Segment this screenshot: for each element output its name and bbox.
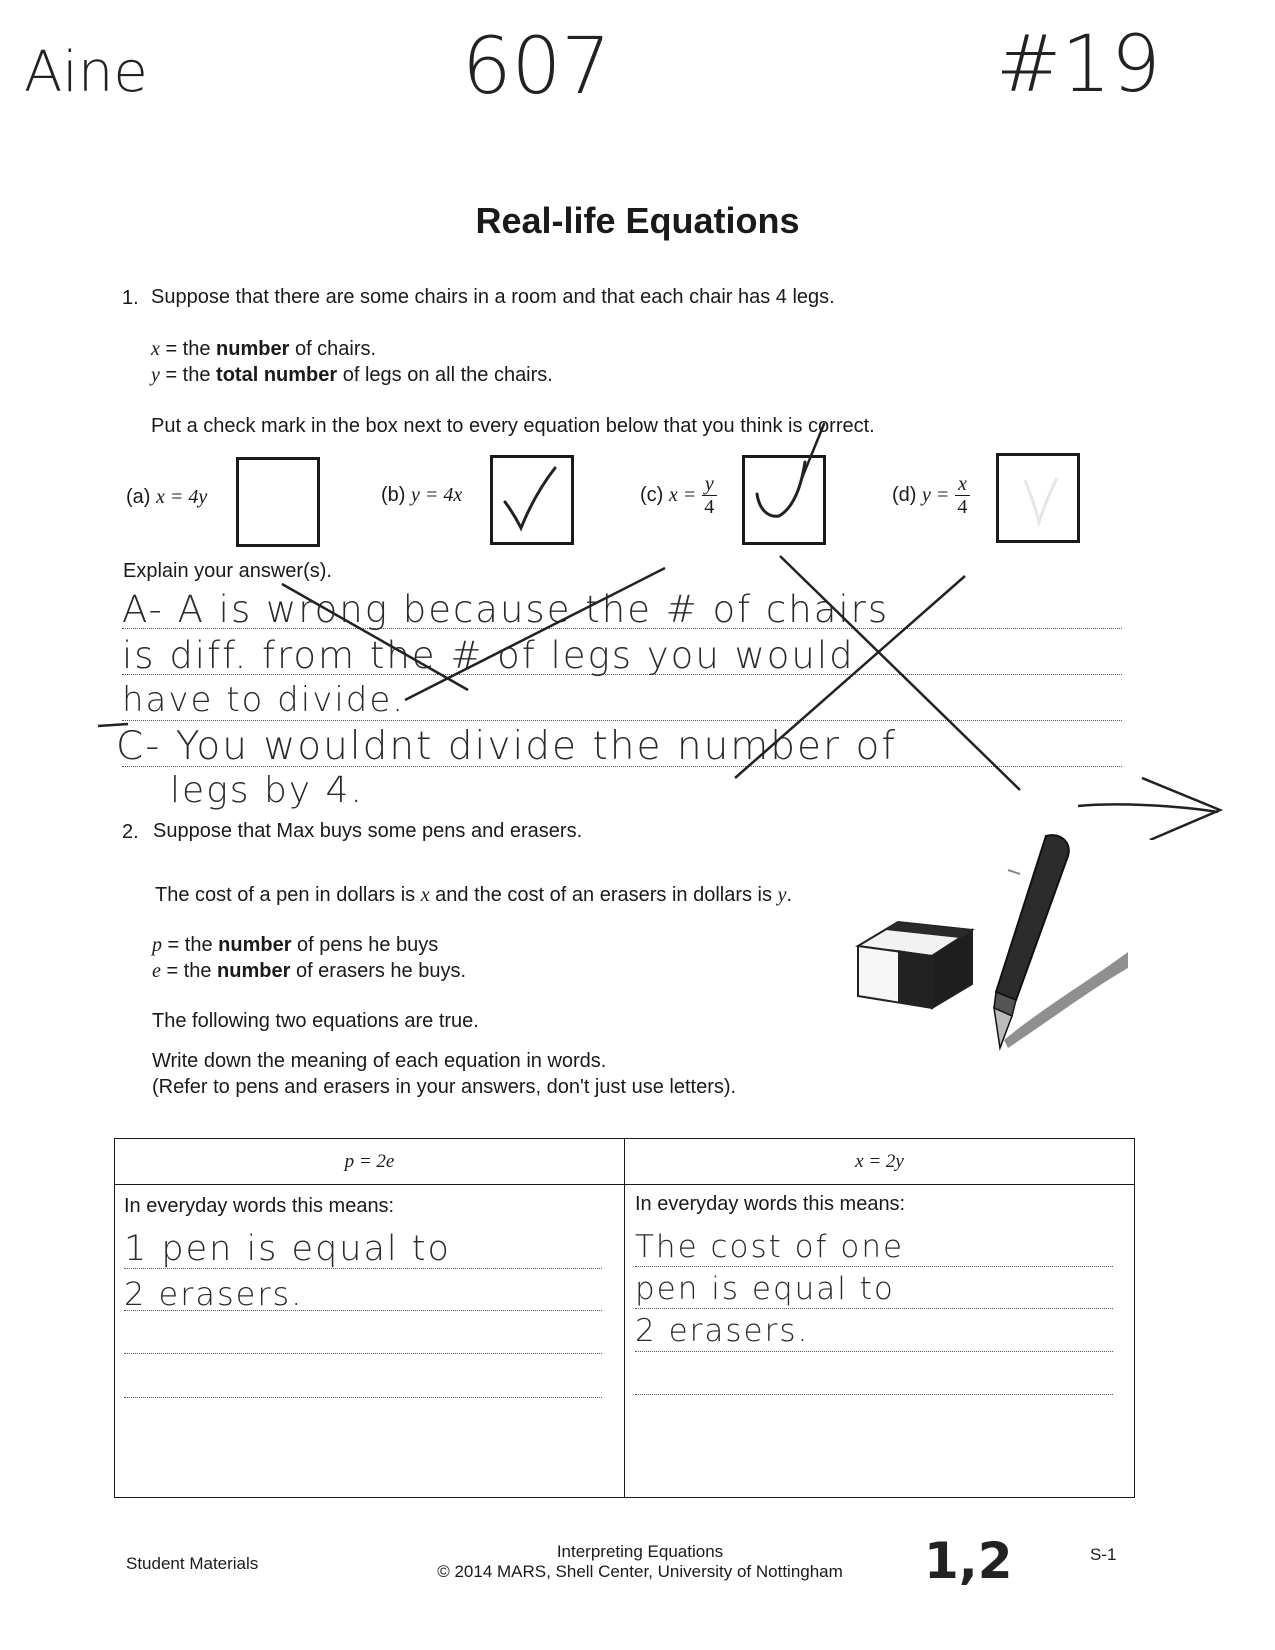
def-e-pre: = the bbox=[160, 960, 218, 982]
cost-y: y bbox=[777, 884, 787, 906]
answer-cell-2[interactable] bbox=[625, 1185, 1135, 1498]
footer-copyright: © 2014 MARS, Shell Center, University of Nottingham bbox=[437, 1562, 843, 1581]
erased-mark-icon bbox=[999, 456, 1077, 540]
q1-instruction: Put a check mark in the box next to every equation below that you think is correct. bbox=[151, 415, 875, 437]
option-a-label: (a) bbox=[126, 486, 151, 508]
answer-cell-1[interactable] bbox=[115, 1185, 625, 1498]
handwritten-answer-line: have to divide. bbox=[122, 680, 406, 720]
option-c bbox=[640, 473, 717, 518]
class-number: 607 bbox=[462, 22, 611, 112]
def-y-bold: total number bbox=[216, 364, 338, 386]
cost-end: . bbox=[786, 884, 793, 906]
answer-line bbox=[635, 1308, 1113, 1309]
q1-def-y bbox=[151, 364, 553, 387]
handwritten-answer-line: pen is equal to bbox=[635, 1271, 895, 1307]
option-b bbox=[381, 484, 462, 507]
answer-line bbox=[124, 1397, 602, 1398]
answer-line bbox=[635, 1351, 1113, 1352]
def-x-pre: = the bbox=[159, 338, 217, 360]
option-c-den: 4 bbox=[704, 496, 715, 518]
answer-line bbox=[124, 1353, 602, 1354]
cost-mid: and the cost of an erasers in dollars is bbox=[429, 884, 778, 906]
handwritten-answer-line: is diff. from the # of legs you would bbox=[122, 634, 855, 677]
checkbox-b[interactable] bbox=[490, 455, 574, 545]
q1-number: 1. bbox=[122, 287, 139, 309]
handwritten-answer-line: A- A is wrong because the # of chairs bbox=[122, 588, 890, 631]
handwritten-answer-line: 1 pen is equal to bbox=[124, 1229, 451, 1269]
handwritten-answer-line: C- You wouldnt divide the number of bbox=[116, 724, 898, 769]
answer-line bbox=[635, 1266, 1113, 1267]
var-y: y bbox=[151, 364, 160, 386]
option-d-den: 4 bbox=[957, 496, 968, 518]
footer-left: Student Materials bbox=[126, 1554, 259, 1573]
option-b-label: (b) bbox=[381, 484, 406, 506]
option-d-fraction bbox=[955, 473, 970, 518]
var-p: p bbox=[152, 934, 162, 956]
explain-label: Explain your answer(s). bbox=[123, 560, 332, 582]
equation-x-2y: x = 2y bbox=[855, 1150, 904, 1172]
def-e-bold: number bbox=[217, 960, 291, 982]
q2-number: 2. bbox=[122, 821, 139, 843]
checkbox-a[interactable] bbox=[236, 457, 320, 547]
checkmark-icon bbox=[493, 458, 571, 542]
cost-x: x bbox=[420, 884, 430, 906]
var-x: x bbox=[151, 338, 160, 360]
cell-label: In everyday words this means: bbox=[124, 1195, 395, 1217]
checkbox-d[interactable] bbox=[996, 453, 1080, 543]
page-title: Real-life Equations bbox=[475, 200, 800, 241]
cross-out-strokes bbox=[0, 540, 1275, 840]
option-d-num: x bbox=[955, 473, 970, 496]
q2-def-e bbox=[152, 960, 466, 983]
var-e: e bbox=[152, 960, 161, 982]
option-b-equation: y = 4x bbox=[411, 484, 463, 506]
option-d-lhs: y = bbox=[922, 484, 950, 506]
q1-def-x bbox=[151, 338, 376, 361]
pen-icon bbox=[960, 830, 1130, 1060]
page-number: S-1 bbox=[1090, 1545, 1117, 1564]
score: 1,2 bbox=[924, 1532, 1013, 1590]
footer-center-title: Interpreting Equations bbox=[556, 1542, 724, 1561]
answer-table bbox=[114, 1138, 1135, 1498]
student-number: #19 bbox=[996, 20, 1161, 110]
cost-pre: The cost of a pen in dollars is bbox=[155, 884, 421, 906]
def-p-post: of pens he buys bbox=[291, 934, 439, 956]
option-c-num: y bbox=[702, 473, 717, 496]
option-d bbox=[892, 473, 970, 518]
equation-p-2e: p = 2e bbox=[344, 1150, 395, 1172]
def-x-post: of chairs. bbox=[289, 338, 377, 360]
q2-def-p bbox=[152, 934, 438, 957]
def-p-pre: = the bbox=[162, 934, 219, 956]
option-c-lhs: x = bbox=[668, 484, 697, 506]
def-p-bold: number bbox=[218, 934, 292, 956]
handwritten-answer-line: 2 erasers. bbox=[635, 1313, 810, 1349]
def-e-post: of erasers he buys. bbox=[290, 960, 467, 982]
q2-cost bbox=[155, 884, 792, 907]
def-x-bold: number bbox=[216, 338, 290, 360]
q1-prompt: Suppose that there are some chairs in a room and that each chair has 4 legs. bbox=[151, 286, 835, 308]
q2-write-instruction: Write down the meaning of each equation in words. bbox=[152, 1050, 607, 1072]
option-c-label: (c) bbox=[640, 484, 664, 506]
table-header-cell bbox=[115, 1139, 625, 1185]
check-overshoot-stroke bbox=[796, 420, 836, 480]
def-y-post: of legs on all the chairs. bbox=[337, 364, 553, 386]
def-y-pre: = the bbox=[159, 364, 217, 386]
handwritten-answer-line: 2 erasers. bbox=[124, 1275, 304, 1313]
option-a bbox=[126, 486, 207, 509]
q2-true-statement: The following two equations are true. bbox=[152, 1010, 479, 1032]
option-d-label: (d) bbox=[892, 484, 917, 506]
answer-line bbox=[635, 1394, 1113, 1395]
cell-label: In everyday words this means: bbox=[635, 1193, 906, 1215]
option-c-fraction bbox=[702, 473, 717, 518]
table-header-cell bbox=[625, 1139, 1135, 1185]
q2-prompt: Suppose that Max buys some pens and erasers. bbox=[153, 820, 583, 842]
option-a-equation: x = 4y bbox=[156, 486, 208, 508]
student-name: Aine bbox=[24, 40, 148, 105]
handwritten-answer-line: legs by 4. bbox=[170, 770, 364, 811]
q2-refer-instruction: (Refer to pens and erasers in your answers, don't just use letters). bbox=[152, 1076, 737, 1098]
handwritten-answer-line: The cost of one bbox=[635, 1229, 905, 1265]
